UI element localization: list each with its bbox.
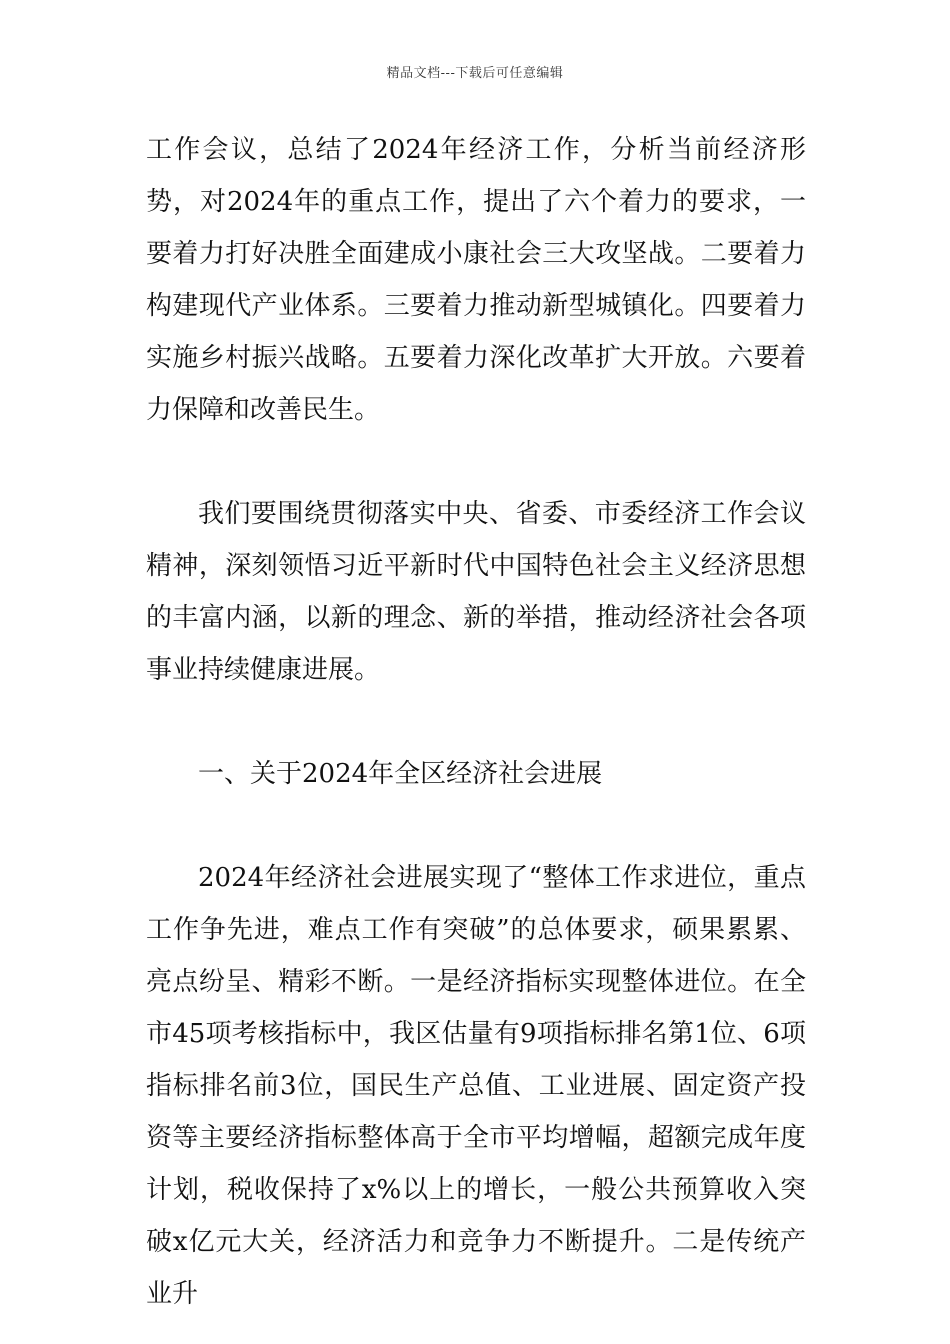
paragraph-implementation: 我们要围绕贯彻落实中央、省委、市委经济工作会议精神，深刻领悟习近平新时代中国特色社会主义经济思想的丰富内涵，以新的理念、新的举措，推动经济社会各项事业持续健康进展。 [146,499,806,685]
header-note: 精品文档---下载后可任意编辑 [386,66,564,81]
document-body [146,124,806,1320]
section-heading: 一、关于2024年全区经济社会进展 [198,759,603,789]
paragraph-spacer [146,800,806,852]
paragraph-summary: 工作会议，总结了2024年经济工作，分析当前经济形势，对2024年的重点工作，提出了六个着力的要求，一要着力打好决胜全面建成小康社会三大攻坚战。二要着力构建现代产业体系。三要着力推动新型城镇化。四要着力实施乡村振兴战略。五要着力深化改革扩大开放。六要着力保障和改善民生。 [146,135,806,425]
paragraph-spacer [146,436,806,488]
paragraph-progress: 2024年经济社会进展实现了“整体工作求进位，重点工作争先进，难点工作有突破”的总体要求，硕果累累、亮点纷呈、精彩不断。一是经济指标实现整体进位。在全市45项考核指标中，我区估量有9项指标排名第1位、6项指标排名前3位，国民生产总值、工业进展、固定资产投资等主要经济指标整体高于全市平均增幅，超额完成年度计划，税收保持了x%以上的增长，一般公共预算收入突破x亿元大关，经济活力和竞争力不断提升。二是传统产业升 [146,863,806,1309]
paragraph-spacer [146,696,806,748]
